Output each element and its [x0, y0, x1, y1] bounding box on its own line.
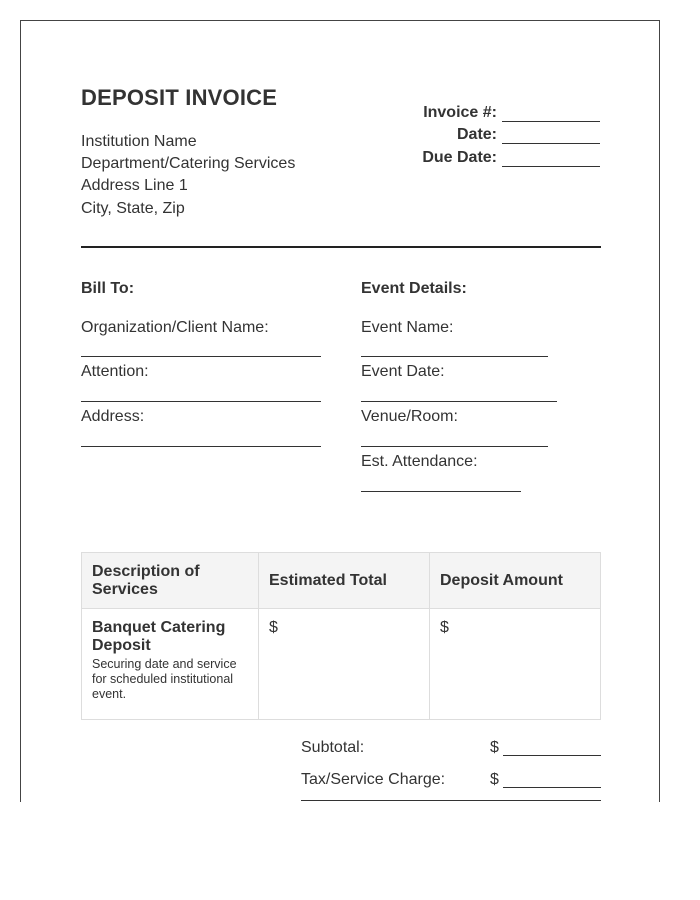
invoice-meta — [360, 99, 600, 167]
event-date-field[interactable] — [361, 401, 557, 402]
event-details-heading: Event Details: — [361, 280, 467, 297]
tax-service-field[interactable] — [503, 787, 601, 788]
estimated-total-cell[interactable]: $ — [259, 609, 430, 720]
invoice-sheet — [20, 20, 660, 802]
header-divider — [81, 246, 601, 248]
totals-divider — [301, 800, 601, 801]
attendance-field[interactable] — [361, 491, 521, 492]
due-date-row — [360, 144, 600, 167]
header-description: Description of Services — [82, 553, 259, 609]
invoice-date-field[interactable] — [502, 128, 600, 144]
institution-city-state-zip: City, State, Zip — [81, 200, 185, 217]
institution-department: Department/Catering Services — [81, 155, 296, 172]
address-label: Address: — [81, 408, 145, 425]
subtotal-label: Subtotal: — [301, 739, 365, 756]
tax-service-label: Tax/Service Charge: — [301, 771, 446, 788]
deposit-amount-cell[interactable]: $ — [430, 609, 601, 720]
subtotal-currency: $ — [490, 739, 499, 756]
service-description-cell — [82, 609, 259, 720]
invoice-number-label: Invoice #: — [423, 103, 497, 121]
attention-field[interactable] — [81, 401, 321, 402]
invoice-date-row — [360, 122, 600, 145]
header-deposit-amount: Deposit Amount — [430, 553, 601, 609]
event-date-label: Event Date: — [361, 363, 445, 380]
institution-address: Address Line 1 — [81, 177, 188, 194]
services-table-header-row — [82, 553, 601, 609]
services-table — [81, 552, 601, 720]
due-date-label: Due Date: — [422, 148, 497, 166]
venue-room-label: Venue/Room: — [361, 408, 458, 425]
table-row — [82, 609, 601, 720]
service-name: Banquet Catering Deposit — [92, 619, 226, 654]
event-name-label: Event Name: — [361, 319, 454, 336]
service-description: Securing date and service for scheduled institutional event. — [92, 657, 237, 701]
client-name-label: Organization/Client Name: — [81, 319, 269, 336]
header-estimated-total: Estimated Total — [259, 553, 430, 609]
institution-name: Institution Name — [81, 133, 197, 150]
due-date-field[interactable] — [502, 151, 600, 167]
event-name-field[interactable] — [361, 356, 548, 357]
bill-to-heading: Bill To: — [81, 280, 135, 297]
invoice-number-field[interactable] — [502, 106, 600, 122]
client-name-field[interactable] — [81, 356, 321, 357]
address-field[interactable] — [81, 446, 321, 447]
subtotal-field[interactable] — [503, 755, 601, 756]
tax-service-currency: $ — [490, 771, 499, 788]
invoice-date-label: Date: — [456, 126, 497, 143]
venue-room-field[interactable] — [361, 446, 548, 447]
attendance-label: Est. Attendance: — [361, 453, 478, 470]
attention-label: Attention: — [81, 363, 149, 380]
invoice-title: DEPOSIT INVOICE — [81, 85, 278, 110]
invoice-number-row — [360, 99, 600, 122]
